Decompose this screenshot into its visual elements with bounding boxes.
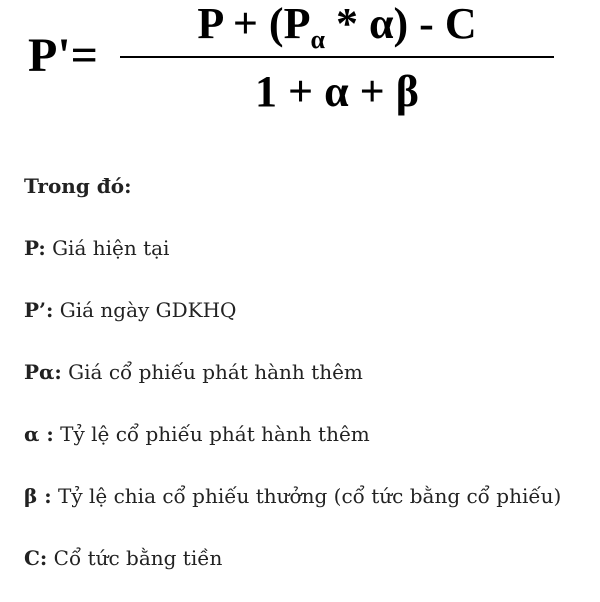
definitions-section <box>24 168 580 602</box>
definition-item <box>24 354 580 391</box>
price-adjustment-formula <box>0 0 600 130</box>
formula-numerator <box>120 0 554 54</box>
definition-desc: Tỷ lệ chia cổ phiếu thưởng (cổ tức bằng cổ phiếu) <box>51 484 562 508</box>
formula-lhs: P'= <box>28 29 99 82</box>
definition-desc: Giá cổ phiếu phát hành thêm <box>61 360 363 384</box>
heading-text: Trong đó: <box>24 174 132 198</box>
definition-term: C: <box>24 546 48 570</box>
numerator-before-sub: P + (P <box>197 0 311 48</box>
definition-item <box>24 230 580 267</box>
definition-desc: Giá ngày GDKHQ <box>53 298 237 322</box>
definition-term: P’: <box>24 298 54 322</box>
numerator-subscript: α <box>310 25 325 54</box>
definition-term: α : <box>24 422 54 446</box>
definition-item <box>24 416 580 453</box>
formula-denominator: 1 + α + β <box>255 67 419 116</box>
definition-term: β : <box>24 484 52 508</box>
definition-item <box>24 292 580 329</box>
definition-term: P: <box>24 236 46 260</box>
numerator-after-sub: * α) - C <box>324 0 477 48</box>
fraction-bar <box>120 56 554 58</box>
definition-desc: Cổ tức bằng tiền <box>47 546 223 570</box>
definition-item <box>24 478 580 515</box>
definitions-heading <box>24 168 580 205</box>
definition-desc: Giá hiện tại <box>45 236 170 260</box>
definition-term: Pα: <box>24 360 62 384</box>
definition-item <box>24 540 580 577</box>
definition-desc: Tỷ lệ cổ phiếu phát hành thêm <box>53 422 370 446</box>
